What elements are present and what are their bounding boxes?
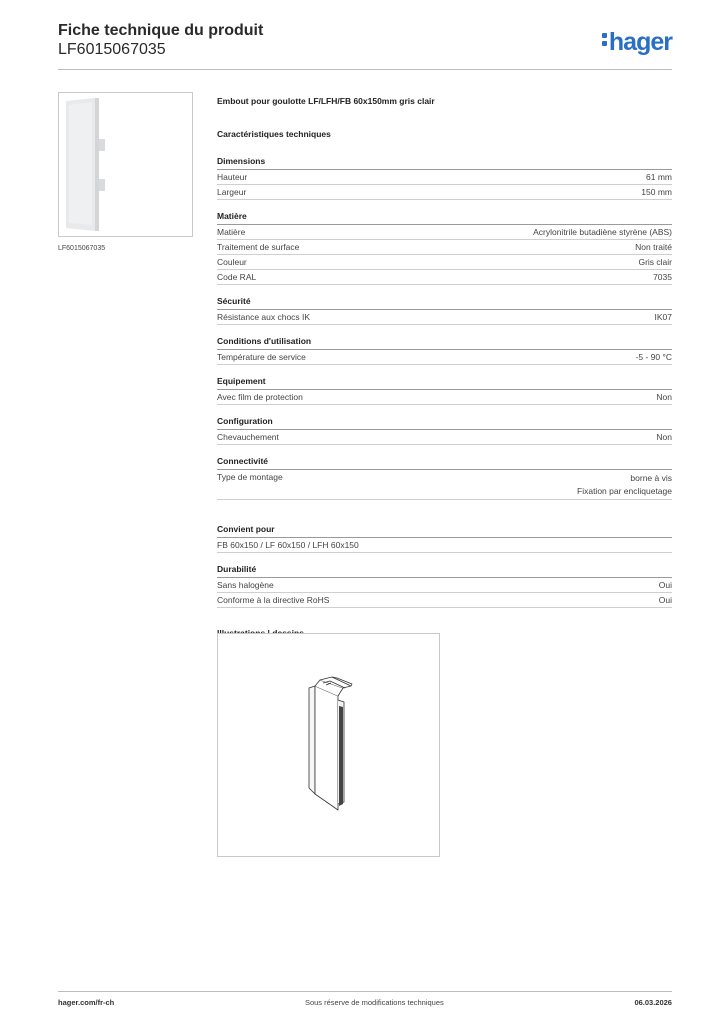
product-name: Embout pour goulotte LF/LFH/FB 60x150mm gris clair <box>217 96 435 106</box>
row-value: 7035 <box>653 272 672 282</box>
technical-characteristics-title: Caractéristiques techniques <box>217 129 331 139</box>
footer-disclaimer: Sous réserve de modifications techniques <box>304 998 444 1007</box>
product-reference: LF6015067035 <box>58 41 166 58</box>
row-label: Matière <box>217 227 246 237</box>
table-row <box>217 390 672 405</box>
product-thumbnail <box>58 92 193 237</box>
row-label: Type de montage <box>217 472 283 482</box>
row-label: Couleur <box>217 257 247 267</box>
row-value: Acrylonitrile butadiène styrène (ABS) <box>533 227 672 237</box>
table-row <box>217 270 672 285</box>
logo-dots-icon <box>602 32 607 48</box>
section-security <box>217 296 672 325</box>
section-title: Equipement <box>217 376 672 390</box>
table-row <box>217 470 672 500</box>
page-header <box>58 22 672 70</box>
table-row <box>217 185 672 200</box>
product-photo-icon <box>59 93 192 236</box>
section-title: Conditions d'utilisation <box>217 336 672 350</box>
section-durability <box>217 564 672 608</box>
section-connectivity <box>217 456 672 500</box>
technical-content <box>217 96 672 639</box>
section-title: Matière <box>217 211 672 225</box>
page-title: Fiche technique du produit <box>58 22 264 39</box>
row-label: Code RAL <box>217 272 257 282</box>
row-label: Traitement de surface <box>217 242 300 252</box>
row-value: Non <box>656 392 672 402</box>
row-value: Gris clair <box>638 257 672 267</box>
row-value: Oui <box>658 580 672 590</box>
table-row <box>217 350 672 365</box>
footer-divider <box>58 991 672 992</box>
row-value: -5 - 90 °C <box>635 352 672 362</box>
table-row <box>217 593 672 608</box>
section-configuration <box>217 416 672 445</box>
row-label: Température de service <box>217 352 306 362</box>
table-row <box>217 538 672 553</box>
section-conditions <box>217 336 672 365</box>
section-title: Sécurité <box>217 296 672 310</box>
row-label: Sans halogène <box>217 580 274 590</box>
section-equipment <box>217 376 672 405</box>
table-row <box>217 225 672 240</box>
row-label: Avec film de protection <box>217 392 303 402</box>
row-value: 61 mm <box>646 172 672 182</box>
row-label: Largeur <box>217 187 247 197</box>
row-value-line: Fixation par encliquetage <box>577 486 672 496</box>
page-footer <box>58 998 672 1007</box>
row-value: Non traité <box>635 242 672 252</box>
row-label: Chevauchement <box>217 432 279 442</box>
section-title: Connectivité <box>217 456 672 470</box>
hager-logo <box>602 28 672 57</box>
footer-website-link[interactable]: hager.com/fr-ch <box>58 998 115 1007</box>
row-value <box>577 472 672 498</box>
row-value: Non <box>656 432 672 442</box>
row-label: FB 60x150 / LF 60x150 / LFH 60x150 <box>217 540 359 550</box>
section-title: Durabilité <box>217 564 672 578</box>
section-title: Dimensions <box>217 156 672 170</box>
section-title: Convient pour <box>217 524 672 538</box>
row-value: 150 mm <box>641 187 672 197</box>
end-cap-drawing-icon <box>218 634 439 856</box>
section-material <box>217 211 672 285</box>
section-title: Configuration <box>217 416 672 430</box>
row-label: Conforme à la directive RoHS <box>217 595 330 605</box>
thumbnail-caption: LF6015067035 <box>58 245 106 252</box>
row-value-line: borne à vis <box>630 473 672 483</box>
row-value: Oui <box>658 595 672 605</box>
section-suitable-for <box>217 524 672 553</box>
row-label: Résistance aux chocs IK <box>217 312 311 322</box>
logo-text: hager <box>608 28 672 56</box>
table-row <box>217 430 672 445</box>
table-row <box>217 170 672 185</box>
header-divider <box>58 69 672 70</box>
table-row <box>217 255 672 270</box>
table-row <box>217 310 672 325</box>
row-value: IK07 <box>654 312 672 322</box>
row-label: Hauteur <box>217 172 248 182</box>
table-row <box>217 578 672 593</box>
table-row <box>217 240 672 255</box>
footer-date: 06.03.2026 <box>634 998 672 1007</box>
section-dimensions <box>217 156 672 200</box>
illustration-drawing <box>217 633 440 857</box>
